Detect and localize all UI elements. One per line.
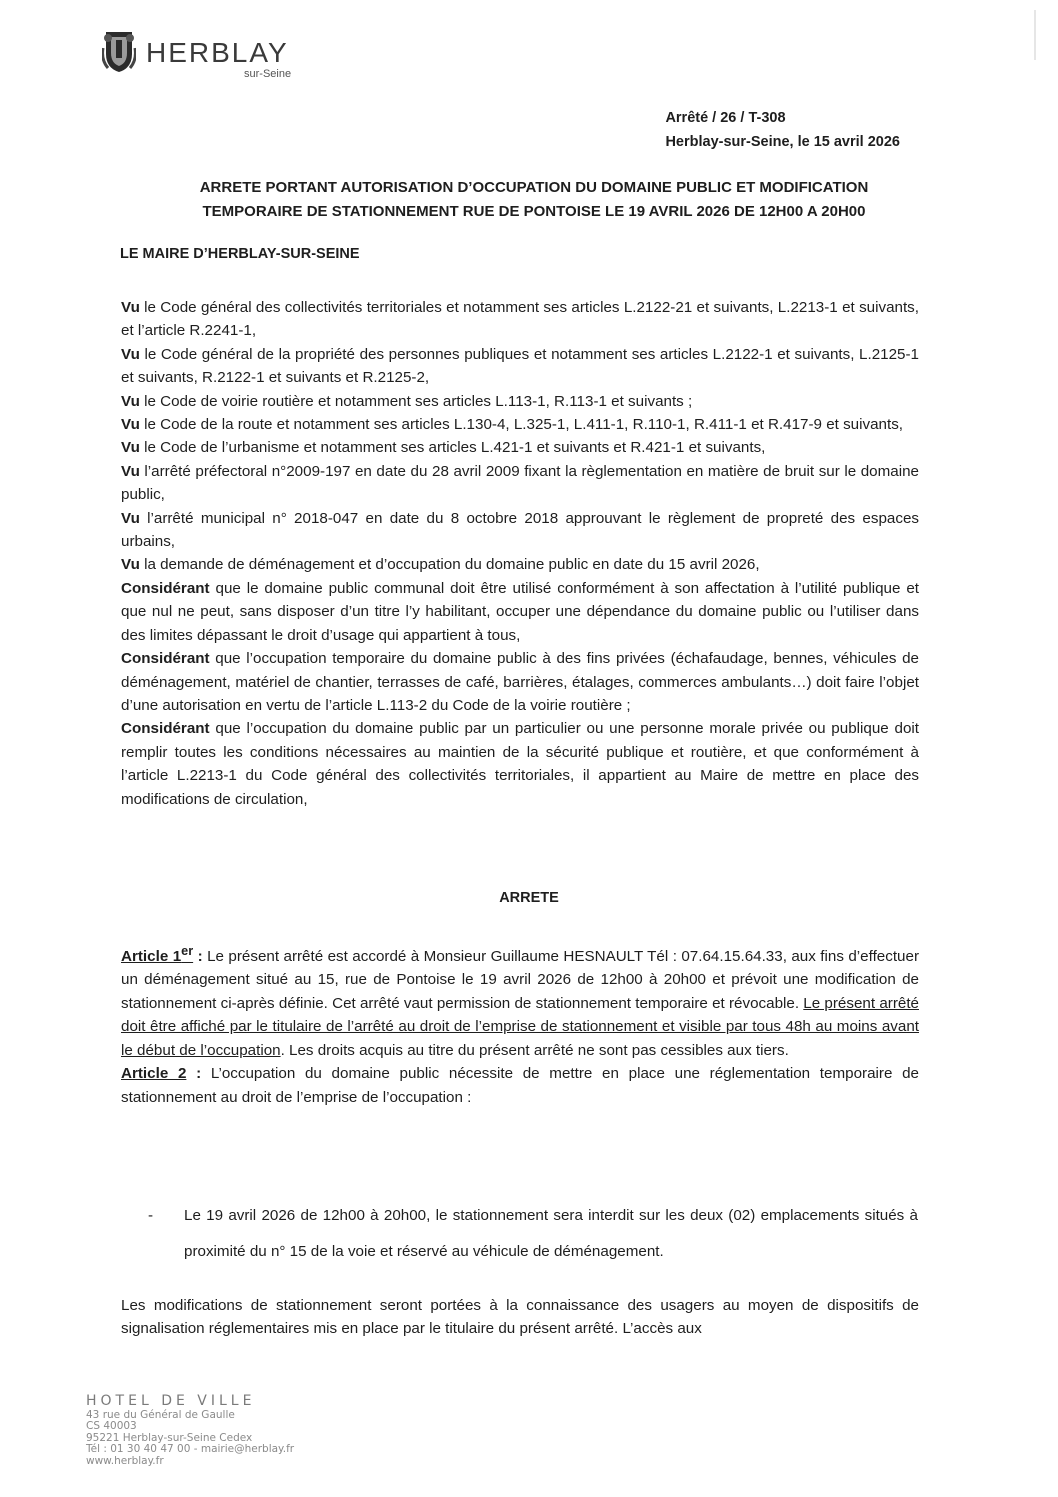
herblay-logo bbox=[96, 24, 326, 84]
consideration-item: Considérant que l’occupation du domaine public par un particulier ou une personne morale privée ou publique doit remplir toutes les conditions nécessaires au maintien de la sécurité publique et routière, et que conformément à l’article L.2213-1 du Code général des collectivités territoriales, il appartient au Maire de mettre en place des modifications de circulation, bbox=[121, 720, 919, 808]
footer-line: 43 rue du Général de Gaulle bbox=[86, 1408, 235, 1421]
logo-sub-text: sur-Seine bbox=[244, 68, 292, 80]
scan-artifact bbox=[1034, 10, 1036, 60]
consideration-item: Vu le Code de la route et notamment ses articles L.130-4, L.325-1, L.411-1, R.110-1, R.411-1 et R.417-9 et suivants, bbox=[121, 416, 904, 434]
decree-number: Arrêté / 26 / T-308 bbox=[665, 110, 786, 126]
consideration-item: Vu le Code de l’urbanisme et notamment ses articles L.421-1 et suivants et R.421-1 et suivants, bbox=[121, 439, 766, 457]
coat-of-arms-icon bbox=[102, 28, 136, 74]
document-title bbox=[120, 176, 948, 224]
arrete-heading: ARRETE bbox=[499, 890, 559, 906]
article-1-label: Article 1er bbox=[121, 944, 194, 966]
title-line-2: TEMPORAIRE DE STATIONNEMENT RUE DE PONTOISE LE 19 AVRIL 2026 DE 12H00 A 20H00 bbox=[202, 203, 866, 220]
footer-line: CS 40003 bbox=[86, 1420, 137, 1432]
consideration-item: Vu l’arrêté préfectoral n°2009-197 en date du 28 avril 2009 fixant la règlementation en matière de bruit sur le domaine public, bbox=[121, 462, 919, 504]
footer-line: 95221 Herblay-sur-Seine Cedex bbox=[86, 1431, 253, 1444]
title-line-1: ARRETE PORTANT AUTORISATION D’OCCUPATION DU DOMAINE PUBLIC ET MODIFICATION bbox=[199, 179, 869, 196]
bullet-dash: - bbox=[148, 1207, 154, 1224]
consideration-item: Considérant que l’occupation temporaire du domaine public à des fins privées (échafaudage, bennes, véhicules de déménagement, matériel de chantier, terrasses de café, barrières, étalages, commerces ambulants…) doit faire l’objet d’une autorisation en vertu de l’article L.113-2 du Code de la voirie routière ; bbox=[121, 650, 919, 714]
place-date: Herblay-sur-Seine, le 15 avril 2026 bbox=[665, 134, 900, 150]
considerations-block bbox=[121, 296, 919, 811]
consideration-item: Vu le Code général des collectivités territoriales et notamment ses articles L.2122-21 et suivants, L.2213-1 et suivants, et l’article R.2241-1, bbox=[121, 299, 919, 340]
consideration-item: Vu le Code de voirie routière et notamment ses articles L.113-1, R.113-1 et suivants ; bbox=[121, 392, 693, 410]
logo-brand-text: HERBLAY bbox=[146, 37, 289, 68]
parking-restriction-item bbox=[148, 1198, 918, 1270]
consideration-item: Vu l’arrêté municipal n° 2018-047 en date du 8 octobre 2018 approuvant le règlement de propreté des espaces urbains, bbox=[121, 509, 919, 551]
mayor-heading: LE MAIRE D’HERBLAY-SUR-SEINE bbox=[120, 246, 360, 262]
footer-website-link[interactable]: www.herblay.fr bbox=[86, 1454, 164, 1467]
articles-block bbox=[121, 940, 919, 1109]
consideration-item: Vu le Code général de la propriété des personnes publiques et notamment ses articles L.2122-1 et suivants, L.2125-1 et suivants, R.2122-1 et suivants et R.2125-2, bbox=[121, 345, 919, 387]
reference-block bbox=[665, 106, 900, 154]
closing-paragraph: Les modifications de stationnement seront portées à la connaissance des usagers au moyen de dispositifs de signalisation réglementaires mis en place par le titulaire du présent arrêté. L’accès aux bbox=[121, 1297, 919, 1338]
footer-heading: HOTEL DE VILLE bbox=[86, 1393, 256, 1409]
article-2: Article 2 : L’occupation du domaine public nécessite de mettre en place une réglementation temporaire de stationnement au droit de l’emprise de l’occupation : bbox=[121, 1065, 919, 1106]
posting-requirement: Le présent arrêté doit être affiché par le titulaire de l’arrêté au droit de l’emprise de stationnement et visible par tous 48h au moins avant le début de l’occupation bbox=[121, 994, 919, 1059]
footer-line: Tél : 01 30 40 47 00 - mairie@herblay.fr bbox=[86, 1443, 295, 1455]
article-1: Article 1er : Le présent arrêté est accordé à Monsieur Guillaume HESNAULT Tél : 07.64.15.64.33, aux fins d’effectuer un déménagement situé au 15, rue de Pontoise le 19 avril 2026 de 12h00 à 20h00 et prévoit une modification de stationnement ci-après définie. Cet arrêté vaut permission de stationnement temporaire et révocable. Le présent arrêté doit être affiché par le titulaire de l’arrêté au droit de l’emprise de stationnement et visible par tous 48h au moins avant le début de l’occupation. Les droits acquis au titre du présent arrêté ne sont pas cessibles aux tiers. bbox=[121, 944, 919, 1059]
consideration-item: Vu la demande de déménagement et d’occupation du domaine public en date du 15 avril 2026, bbox=[121, 556, 760, 574]
bullet-text: Le 19 avril 2026 de 12h00 à 20h00, le stationnement sera interdit sur les deux (02) emplacements situés à proximité du n° 15 de la voie et réservé au véhicule de déménagement. bbox=[184, 1207, 918, 1260]
article-2-label: Article 2 bbox=[121, 1065, 187, 1083]
consideration-item: Considérant que le domaine public communal doit être utilisé conformément à son affectation à l’utilité publique et que nul ne peut, sans disposer d’un titre l’y habilitant, occuper une dépendance du domaine public ou l’utiliser dans des limites dépassant le droit d’usage qui appartient à tous, bbox=[121, 579, 919, 644]
footer-address bbox=[86, 1393, 295, 1467]
